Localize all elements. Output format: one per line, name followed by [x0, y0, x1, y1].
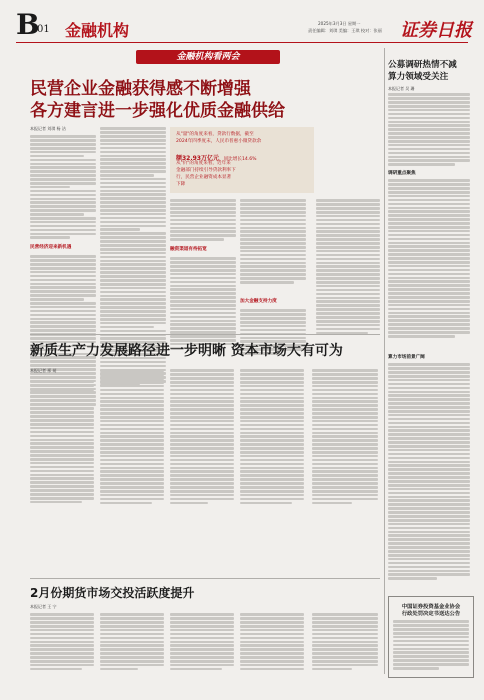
- lead-banner-text: 金融机构看两会: [176, 52, 240, 62]
- quote-box-line1: 从"量"的角度来看，贷款行数据，截至: [176, 132, 254, 137]
- second-col-5: [312, 368, 378, 505]
- lead-subhead-1: 民营经济迎来新机遇: [30, 245, 72, 250]
- lead-byline: 本报记者 刘琪 杨 洁: [30, 126, 66, 131]
- lead-headline-line1: 民营企业金融获得感不断增强: [30, 79, 251, 99]
- section-title: 金融机构: [65, 21, 130, 40]
- right-col-text-2: [388, 178, 470, 339]
- notice-title-line2: 行政处罚决定书送达公告: [401, 611, 461, 617]
- masthead: [0, 0, 484, 46]
- quote-box-highlight: 额32.93万亿元: [176, 155, 219, 162]
- right-col-text-3: [388, 362, 470, 581]
- third-col-5: [312, 612, 378, 672]
- quote-box2-line1: 从"价"的角度来看，近年来: [176, 161, 231, 166]
- section-letter: B: [16, 8, 40, 41]
- right-byline: 本报记者 吴 珊: [388, 86, 415, 91]
- lead-subhead-2: 融资渠道有待拓宽: [170, 247, 207, 252]
- right-headline-line2: 算力领域受关注: [388, 72, 449, 82]
- masthead-rule: [16, 42, 468, 43]
- right-subhead-1: 调研重点聚焦: [388, 171, 416, 176]
- lead-col-3: [170, 198, 236, 242]
- lead-col-5: [316, 198, 380, 335]
- quote-box2-line2: 金融部门持续引导贷款利率下: [176, 168, 236, 173]
- second-col-3: [170, 368, 234, 505]
- third-col-1: [30, 612, 94, 672]
- third-byline: 本报记者 王 宁: [30, 604, 57, 609]
- notice-title-line1: 中国证券投资基金业协会: [401, 604, 461, 610]
- right-subhead-2: 算力市场前景广阔: [388, 355, 425, 360]
- notice-box: [388, 596, 474, 678]
- third-col-3: [170, 612, 234, 672]
- masthead-date: 2025年3月3日 星期一: [318, 21, 361, 26]
- third-col-2: [100, 612, 164, 672]
- quote-box2-line4: 下降: [176, 182, 186, 187]
- newspaper-logo: 证券日报: [400, 20, 472, 41]
- section-number: 01: [37, 24, 50, 35]
- quote-box: [170, 127, 314, 193]
- second-col-4: [240, 368, 304, 505]
- notice-body: [393, 619, 469, 671]
- quote-box2-line3: 行，民营企业融资成本显著: [176, 175, 232, 180]
- lead-col-3b: [170, 256, 236, 351]
- lead-banner: [136, 50, 280, 64]
- lead-subhead-3: 加大金融支持力度: [240, 299, 277, 304]
- right-headline-line1: 公募调研热情不减: [388, 60, 457, 70]
- quote-box-line2: 2024年四季度末，人民币普惠小微贷款余: [176, 139, 262, 144]
- second-col-2: [100, 368, 164, 505]
- third-col-4: [240, 612, 304, 672]
- second-col-1: [30, 375, 94, 505]
- third-headline: 2月份期货市场交投活跃度提升: [30, 586, 195, 600]
- second-byline: 本报记者 邢 萌: [30, 368, 57, 373]
- lead-headline-line2: 各方建言进一步强化优质金融供给: [30, 101, 285, 121]
- lead-col-4: [240, 198, 306, 285]
- second-headline: 新质生产力发展路径进一步明晰 资本市场大有可为: [30, 343, 343, 359]
- right-col-text-1: [388, 92, 470, 167]
- masthead-editor: 责任编辑：刘琪 美编：王琪 校对：张丽: [308, 28, 382, 33]
- quote-box-line3: ，同比增长14.6%: [218, 157, 257, 162]
- lead-col-1: [30, 134, 96, 240]
